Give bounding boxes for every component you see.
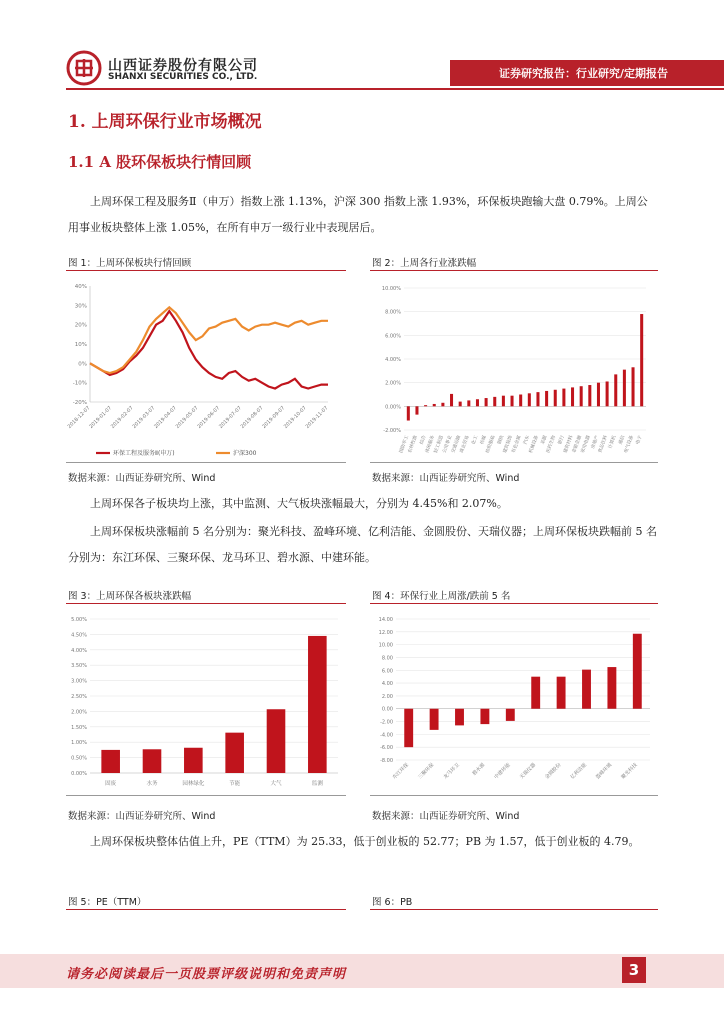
y-tick-label: 4.00% <box>71 647 87 654</box>
figure2-caption-rule <box>370 270 658 271</box>
y-tick-label: 8.00 <box>381 655 393 662</box>
figure3-caption: 图 3：上周环保各板块涨跌幅 <box>68 591 192 602</box>
x-tick-label: 2019-08-07 <box>239 405 265 430</box>
bar-固废 <box>101 750 120 773</box>
y-tick-label: -10% <box>72 380 87 387</box>
bar-天瑞仪器 <box>531 677 540 709</box>
bar-公用事业 <box>450 394 453 406</box>
y-tick-label: 3.50% <box>71 663 87 670</box>
bar-商业贸易 <box>467 400 470 406</box>
x-tick-label: 聚光科技 <box>620 762 639 781</box>
bar-房地产 <box>597 383 600 407</box>
y-tick-label: 0.00% <box>385 404 401 411</box>
x-tick-label: 汽车 <box>523 434 532 446</box>
x-tick-label: 2018-12-07 <box>66 405 92 430</box>
x-tick-label: 天瑞仪器 <box>518 762 538 781</box>
x-tick-label: 2019-01-07 <box>88 405 114 430</box>
x-tick-label: 亿利洁能 <box>569 762 588 781</box>
x-tick-label: 轻工制造 <box>433 434 445 454</box>
bar-非银金融 <box>580 386 583 406</box>
y-tick-label: 3.00% <box>71 678 87 685</box>
x-tick-label: 节能 <box>229 781 241 787</box>
header-divider <box>66 88 724 90</box>
x-tick-label: 纺织服装 <box>485 434 497 454</box>
y-tick-label: 1.00% <box>71 740 87 747</box>
bar-中建环能 <box>506 709 515 721</box>
y-tick-label: -20% <box>72 400 87 406</box>
bar-龙马环卫 <box>455 709 464 726</box>
x-tick-label: 计算机 <box>608 434 618 450</box>
x-tick-label: 房地产 <box>590 434 601 450</box>
bar-大气 <box>267 709 286 773</box>
x-tick-label: 采掘 <box>540 434 549 446</box>
y-tick-label: 4.00 <box>381 681 393 688</box>
bar-机械设备 <box>536 392 539 406</box>
x-tick-label: 水务 <box>146 781 158 787</box>
chart-sector-performance <box>66 272 346 462</box>
y-tick-label: 10% <box>74 342 87 348</box>
y-tick-label: 0% <box>78 361 87 368</box>
figure1-source: 数据来源：山西证券研究所、Wind <box>68 473 216 484</box>
bar-聚光科技 <box>633 634 642 709</box>
chart-industry-returns <box>370 272 658 462</box>
paragraph-market-review: 上周环保工程及服务Ⅱ（申万）指数上涨 1.13%，沪深 300 指数上涨 1.93%，环保板块跑输大盘 0.79%。上周公用事业板块整体上涨 1.05%，在所有申万一级行业中表现居后。 <box>68 195 648 234</box>
y-tick-label: 40% <box>74 284 87 290</box>
x-tick-label: 金圆股份 <box>544 762 563 781</box>
bar-休闲服务 <box>433 404 436 406</box>
page-number: 3 <box>622 957 646 983</box>
figure4-source-rule <box>370 795 658 796</box>
x-tick-label: 国防军工 <box>399 434 411 454</box>
x-tick-label: 2019-05-07 <box>174 405 200 430</box>
y-tick-label: 6.00 <box>381 668 393 675</box>
bar-银行 <box>562 389 565 407</box>
series-line-1 <box>90 307 328 373</box>
y-tick-label: 4.00% <box>385 357 401 363</box>
bar-传媒 <box>485 398 488 406</box>
bar-食品饮料 <box>606 381 609 406</box>
bar-交通运输 <box>459 402 462 407</box>
x-tick-label: 东江环保 <box>391 762 411 781</box>
bar-电子 <box>640 314 643 406</box>
figure2-caption: 图 2：上周各行业涨跌幅 <box>372 258 477 269</box>
y-tick-label: 0.00 <box>381 706 393 713</box>
figure1-caption-rule <box>66 270 346 271</box>
x-tick-label: 公用事业 <box>442 434 454 454</box>
y-tick-label: 2.00% <box>71 709 87 716</box>
x-tick-label: 三聚环保 <box>417 762 436 781</box>
legend-label: 沪深300 <box>233 450 257 457</box>
bar-三聚环保 <box>430 709 439 730</box>
x-tick-label: 大气 <box>270 781 282 787</box>
paragraph-top-bottom: 上周环保板块涨幅前 5 名分别为：聚光科技、盈峰环境、亿利洁能、金圆股份、天瑞仪器；上周环保板块跌幅前 5 名分别为：东江环保、三聚环保、龙马环卫、碧水源、中建环能。 <box>68 525 657 564</box>
x-tick-label: 休闲服务 <box>425 434 437 454</box>
x-tick-label: 2019-02-07 <box>109 405 135 430</box>
x-tick-label: 有色金属 <box>511 434 523 454</box>
y-tick-label: 2.00% <box>385 380 401 387</box>
x-tick-label: 2019-09-07 <box>261 405 287 430</box>
page-header <box>0 0 724 90</box>
bar-综合 <box>424 405 427 406</box>
footer-disclaimer: 请务必阅读最后一页股票评级说明和免责声明 <box>66 967 347 982</box>
x-tick-label: 综合 <box>419 434 428 446</box>
bar-化工 <box>476 399 479 406</box>
figure3-source: 数据来源：山西证券研究所、Wind <box>68 811 216 822</box>
bar-园林绿化 <box>184 748 203 773</box>
bar-金圆股份 <box>557 677 566 709</box>
bar-水务 <box>143 749 162 773</box>
x-tick-label: 固废 <box>105 781 117 787</box>
y-tick-label: 0.00% <box>71 771 87 777</box>
figure4-caption-rule <box>370 603 658 604</box>
x-tick-label: 传媒 <box>480 434 488 446</box>
x-tick-label: 园林绿化 <box>182 781 205 787</box>
x-tick-label: 碧水源 <box>471 762 487 778</box>
x-tick-label: 建筑材料 <box>563 434 575 454</box>
bar-汽车 <box>528 393 531 406</box>
x-tick-label: 电气设备 <box>623 434 635 454</box>
y-tick-label: 6.00% <box>385 333 401 340</box>
x-tick-label: 2019-04-07 <box>153 405 178 430</box>
x-tick-label: 龙马环卫 <box>442 762 461 781</box>
bar-盈峰环境 <box>607 667 616 709</box>
figure2-source-rule <box>370 462 658 463</box>
y-tick-label: 2.00 <box>381 693 393 700</box>
x-tick-label: 化工 <box>471 434 480 446</box>
x-tick-label: 医药生物 <box>546 434 558 454</box>
x-tick-label: 盈峰环境 <box>594 762 614 781</box>
y-tick-label: 20% <box>74 322 87 329</box>
chart-subsector-returns <box>66 605 346 795</box>
y-tick-label: 1.50% <box>71 724 87 731</box>
figure2-source: 数据来源：山西证券研究所、Wind <box>372 473 520 484</box>
series-line-0 <box>90 311 328 388</box>
figure3-caption-rule <box>66 603 346 604</box>
x-tick-label: 家用电器 <box>580 434 592 454</box>
company-name-en: SHANXI SECURITIES CO., LTD. <box>108 72 258 82</box>
bar-国防军工 <box>407 406 410 420</box>
y-tick-label: -2.00 <box>380 719 393 726</box>
figure1-source-rule <box>66 462 346 463</box>
y-tick-label: 0.50% <box>71 755 87 762</box>
company-name-cn: 山西证券股份有限公司 <box>108 58 258 74</box>
figure4-caption: 图 4：环保行业上周涨/跌前 5 名 <box>372 591 511 602</box>
x-tick-label: 交通运输 <box>451 434 463 454</box>
y-tick-label: -4.00 <box>380 732 393 739</box>
y-tick-label: 30% <box>74 303 87 310</box>
bar-采掘 <box>545 391 548 406</box>
shanxi-securities-logo <box>66 50 102 86</box>
bar-计算机 <box>614 374 617 406</box>
bar-建筑装饰 <box>511 396 514 407</box>
y-tick-label: 10.00 <box>378 642 393 649</box>
figure6-caption: 图 6：PB <box>372 897 413 908</box>
y-tick-label: 5.00% <box>71 617 87 623</box>
legend-label: 环保工程及服务Ⅱ(申万) <box>113 450 175 457</box>
bar-农林牧渔 <box>415 406 418 414</box>
section-title: 1. 上周环保行业市场概况 <box>68 112 262 132</box>
x-tick-label: 银行 <box>557 434 566 446</box>
paragraph-valuation: 上周环保板块整体估值上升，PE（TTM）为 25.33，低于创业板的 52.77；PB 为 1.57，低于创业板的 4.79。 <box>90 835 640 848</box>
x-tick-label: 通信 <box>618 434 627 446</box>
x-tick-label: 2019-06-07 <box>196 405 222 430</box>
report-type: 证券研究报告：行业研究/定期报告 <box>498 67 668 80</box>
bar-纺织服装 <box>493 397 496 406</box>
bar-节能 <box>225 733 244 773</box>
bar-通信 <box>623 370 626 407</box>
bar-亿利洁能 <box>582 670 591 709</box>
x-tick-label: 建筑装饰 <box>502 434 514 454</box>
bar-家用电器 <box>588 385 591 406</box>
figure4-source: 数据来源：山西证券研究所、Wind <box>372 811 520 822</box>
y-tick-label: -8.00 <box>380 758 393 764</box>
x-tick-label: 非银金融 <box>572 434 584 454</box>
x-tick-label: 商业贸易 <box>459 434 471 454</box>
x-tick-label: 2019-10-07 <box>282 405 308 430</box>
y-tick-label: 2.50% <box>71 694 87 700</box>
figure6-caption-rule <box>370 909 658 910</box>
y-tick-label: 8.00% <box>385 309 401 316</box>
x-tick-label: 农林牧渔 <box>407 434 419 454</box>
bar-钢铁 <box>502 396 505 407</box>
y-tick-label: 10.00% <box>381 286 401 292</box>
bar-轻工制造 <box>441 403 444 407</box>
y-tick-label: -2.00% <box>383 428 401 434</box>
bar-东江环保 <box>404 709 413 747</box>
figure1-caption: 图 1：上周环保板块行情回顾 <box>68 258 192 269</box>
bar-建筑材料 <box>571 387 574 406</box>
figure5-caption-rule <box>66 909 346 910</box>
x-tick-label: 2019-07-07 <box>218 405 243 430</box>
x-tick-label: 2019-11-07 <box>304 405 330 430</box>
x-tick-label: 电子 <box>635 434 644 446</box>
chart-top-bottom-5 <box>370 605 658 795</box>
y-tick-label: -6.00 <box>380 745 393 752</box>
y-tick-label: 14.00 <box>378 617 393 623</box>
bar-电气设备 <box>632 367 635 406</box>
x-tick-label: 2019-03-07 <box>131 405 157 430</box>
x-tick-label: 中建环能 <box>493 762 512 781</box>
x-tick-label: 监测 <box>311 781 323 787</box>
bar-有色金属 <box>519 395 522 407</box>
subsection-title: 1.1 A 股环保板块行情回顾 <box>68 153 252 171</box>
y-tick-label: 4.50% <box>71 632 87 639</box>
x-tick-label: 食品饮料 <box>597 434 609 454</box>
figure5-caption: 图 5：PE（TTM） <box>68 897 147 908</box>
x-tick-label: 机械设备 <box>528 434 540 454</box>
y-tick-label: 12.00 <box>378 629 393 636</box>
figure3-source-rule <box>66 795 346 796</box>
bar-碧水源 <box>480 709 489 724</box>
x-tick-label: 钢铁 <box>497 434 506 446</box>
paragraph-subsectors: 上周环保各子板块均上涨，其中监测、大气板块涨幅最大，分别为 4.45%和 2.07%。 <box>90 497 508 510</box>
bar-监测 <box>308 636 327 773</box>
bar-医药生物 <box>554 390 557 407</box>
